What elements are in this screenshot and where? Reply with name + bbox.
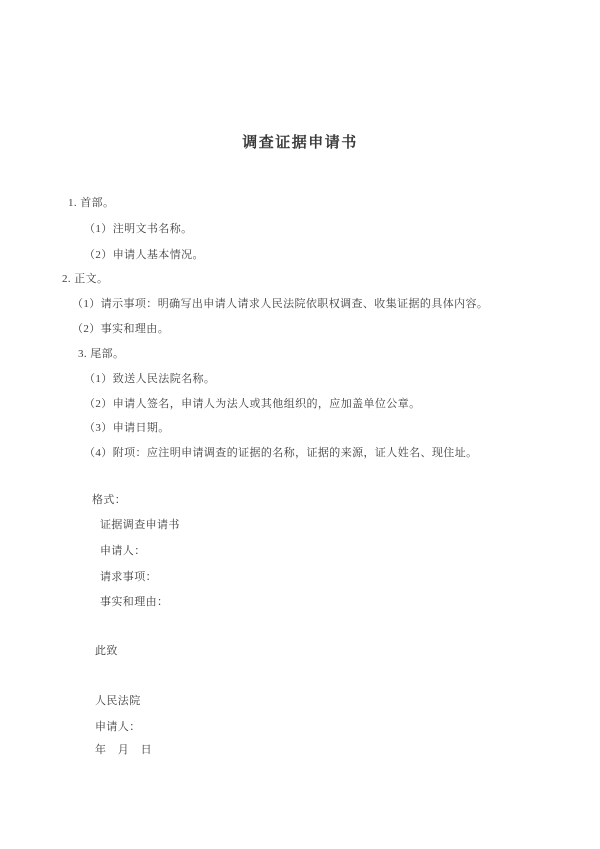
section-2-item-1: （1）请示事项：明确写出申请人请求人民法院依职权调查、收集证据的具体内容。 (72, 298, 489, 310)
closing-court-name: 人民法院 (95, 695, 141, 707)
format-label: 格式： (92, 494, 127, 506)
section-2-heading: 2. 正文。 (62, 273, 109, 285)
section-1-item-1: （1）注明文书名称。 (84, 223, 193, 235)
section-3-item-3: （3）申请日期。 (84, 422, 170, 434)
format-line-applicant: 申请人： (100, 545, 146, 557)
section-3-heading: 3. 尾部。 (78, 348, 125, 360)
section-1-heading: 1. 首部。 (68, 197, 115, 209)
closing-date: 年 月 日 (95, 744, 152, 756)
format-line-request-items: 请求事项： (100, 571, 157, 583)
section-3-item-2: （2）申请人签名，申请人为法人或其他组织的，应加盖单位公章。 (84, 398, 421, 410)
closing-applicant-signature: 申请人： (95, 721, 141, 733)
closing-salutation: 此致 (95, 645, 118, 657)
section-2-item-2: （2）事实和理由。 (72, 323, 170, 335)
section-3-item-1: （1）致送人民法院名称。 (84, 373, 216, 385)
format-line-facts-reasons: 事实和理由： (100, 596, 169, 608)
section-3-item-4: （4）附项：应注明申请调查的证据的名称，证据的来源，证人姓名、现住址。 (84, 447, 478, 459)
section-1-item-2: （2）申请人基本情况。 (84, 249, 204, 261)
document-title: 调查证据申请书 (242, 135, 358, 151)
format-line-document-name: 证据调查申请书 (100, 519, 180, 531)
